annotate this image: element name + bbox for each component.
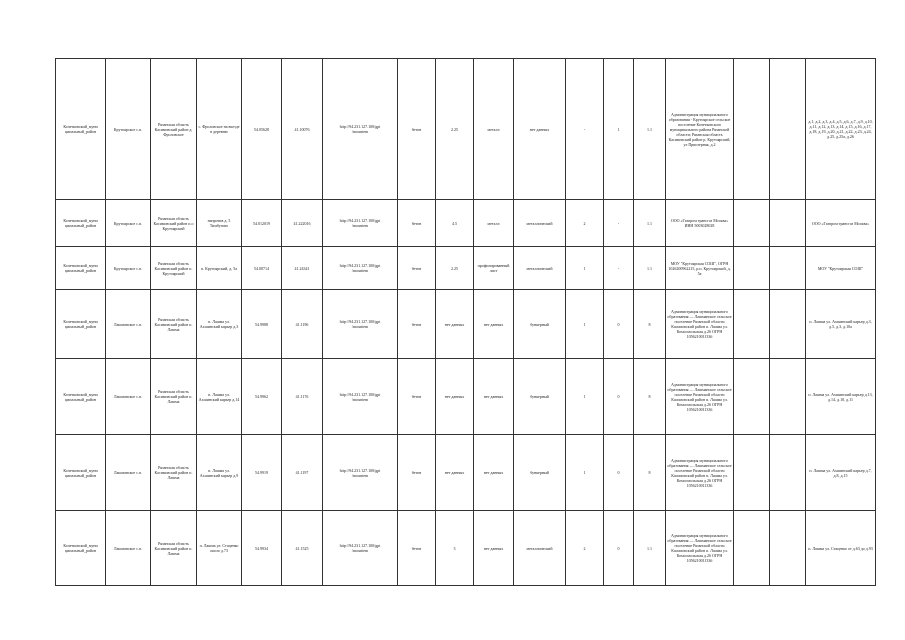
material-cell: металл — [474, 59, 514, 200]
longitude-cell: 41.1525 — [282, 511, 323, 586]
settlement-cell: Крутоярское с.п. — [106, 59, 151, 200]
region-cell: Рязанская область Касимовский район д. Фроловское — [151, 59, 197, 200]
table-row — [56, 200, 876, 247]
bunker-count-cell: 0 — [604, 511, 634, 586]
longitude-cell: 41.10076 — [282, 59, 323, 200]
owner-cell: Администрация муниципального образования - Крутоярское сельское поселение Кочетковского муниципального района Рязанской области; Рязанская область Касимовский район р. Крутоярский, ул Приозерная, д.2 — [666, 59, 734, 200]
table-row — [56, 59, 876, 200]
map-link-cell: http://94.231.127.100/gpt /mountem — [323, 511, 398, 586]
container-count-cell: 1 — [566, 359, 604, 435]
owner-cell: ООО «Газпром трансгаз Москва» ИНН 5003028028 — [666, 200, 734, 247]
map-link-cell: http://94.231.127.100/gpt /mountem — [323, 290, 398, 359]
empty-cell — [770, 247, 806, 290]
latitude-cell: 54.9988 — [242, 290, 282, 359]
bunker-count-cell: - — [604, 200, 634, 247]
sources-cell: п. Лашма ул. Ахшинский карьер д.7, д.8, д.15 — [806, 435, 876, 511]
settlement-cell: Лашманское с.п. — [106, 511, 151, 586]
municipality-cell: Кочетковский_муни ципальный_район — [56, 290, 106, 359]
container-count-cell: 2 — [566, 200, 604, 247]
longitude-cell: 41.1197 — [282, 435, 323, 511]
surface-cell: бетон — [398, 200, 436, 247]
bunker-count-cell: 0 — [604, 290, 634, 359]
region-cell: Рязанская область Касимовский район п. Лашма — [151, 435, 197, 511]
latitude-cell: 54.9962 — [242, 359, 282, 435]
sources-cell: д.1, д.2, д.3, д.4, д.5, д.6, д.7, д.9, д.10, д.11, д.12, д.13, д.14, д.15, д.16, д.17, д.18, д.19, д.20, д.21, д.22, д.23, д.24, д.25, д.25а, д.26 — [806, 59, 876, 200]
area-cell: нет данных — [436, 290, 474, 359]
area-cell: 2.25 — [436, 59, 474, 200]
material-cell: нет данных — [474, 290, 514, 359]
table-row — [56, 247, 876, 290]
fence-cell: металлический — [514, 247, 566, 290]
street-cell: п. Лашма ул. Стаценко около д.73 — [197, 511, 242, 586]
bunker-count-cell: 0 — [604, 435, 634, 511]
municipality-cell: Кочетковский_муни ципальный_район — [56, 59, 106, 200]
bunker-count-cell: 1 — [604, 59, 634, 200]
longitude-cell: 41.1196 — [282, 290, 323, 359]
volume-cell: 8 — [634, 290, 666, 359]
settlement-cell: Лашманское с.п. — [106, 290, 151, 359]
container-count-cell: 1 — [566, 247, 604, 290]
volume-cell: 8 — [634, 435, 666, 511]
table-row — [56, 290, 876, 359]
street-cell: п. Лашма ул. Ахшинский карьер д.3 — [197, 290, 242, 359]
container-count-cell: 1 — [566, 435, 604, 511]
owner-cell: Администрация муниципального образования — Лашманское сельское поселение Рязанской области Касимовский район п. Лашма ул. Комсомольская д.26 ОГРН 1056210011336 — [666, 359, 734, 435]
container-count-cell: - — [566, 59, 604, 200]
surface-cell: бетон — [398, 435, 436, 511]
surface-cell: бетон — [398, 511, 436, 586]
surface-cell: бетон — [398, 59, 436, 200]
empty-cell — [770, 511, 806, 586]
owner-cell: МОУ "Крутоярская СОШ", ОГРН 1026200962215, р.п. Крутоярский, д. 5а — [666, 247, 734, 290]
latitude-cell: 54.05628 — [242, 59, 282, 200]
area-cell: 4.5 — [436, 200, 474, 247]
volume-cell: 1.1 — [634, 247, 666, 290]
region-cell: Рязанская область Касимовский район п. Лашма — [151, 511, 197, 586]
bunker-count-cell: - — [604, 247, 634, 290]
empty-cell — [770, 200, 806, 247]
material-cell: нет данных — [474, 435, 514, 511]
fence-cell: бункерный — [514, 290, 566, 359]
empty-cell — [734, 359, 770, 435]
region-cell: Рязанская область Касимовский район п.о Крутоярский — [151, 200, 197, 247]
fence-cell: металлический — [514, 200, 566, 247]
region-cell: Рязанская область Касимовский район п. Крутоярский — [151, 247, 197, 290]
sources-cell: п. Лашма ул. Ахшинский карьер д.13, д.14, д.10, д.11 — [806, 359, 876, 435]
latitude-cell: 54.9934 — [242, 511, 282, 586]
empty-cell — [770, 359, 806, 435]
empty-cell — [770, 290, 806, 359]
map-link-cell: http://94.231.127.100/gpt /mountem — [323, 59, 398, 200]
volume-cell: 1.1 — [634, 511, 666, 586]
fence-cell: бункерный — [514, 435, 566, 511]
municipality-cell: Кочетковский_муни ципальный_район — [56, 511, 106, 586]
empty-cell — [770, 59, 806, 200]
material-cell: профилированный лист — [474, 247, 514, 290]
region-cell: Рязанская область Касимовский район п. Лашма — [151, 359, 197, 435]
area-cell: нет данных — [436, 435, 474, 511]
sources-cell: ООО «Газпром трансгаз Москва» — [806, 200, 876, 247]
municipality-cell: Кочетковский_муни ципальный_район — [56, 435, 106, 511]
latitude-cell: 54.9919 — [242, 435, 282, 511]
material-cell: нет данных — [474, 359, 514, 435]
empty-cell — [734, 435, 770, 511]
sources-cell: МОУ "Крутоярская СОШ" — [806, 247, 876, 290]
region-cell: Рязанская область Касимовский район п. Лашма — [151, 290, 197, 359]
latitude-cell: 54.00714 — [242, 247, 282, 290]
volume-cell: 1.1 — [634, 200, 666, 247]
street-cell: п. Крутоярский, д. 5а — [197, 247, 242, 290]
table-row — [56, 435, 876, 511]
fence-cell: металлический — [514, 511, 566, 586]
map-link-cell: http://94.231.127.100/gpt /mountem — [323, 247, 398, 290]
fence-cell: бункерный — [514, 359, 566, 435]
material-cell: нет данных — [474, 511, 514, 586]
map-link-cell: http://94.231.127.100/gpt /mountem — [323, 359, 398, 435]
street-cell: п. Лашма ул. Ахшинский карьер д.9 — [197, 435, 242, 511]
volume-cell: 8 — [634, 359, 666, 435]
container-count-cell: 2 — [566, 511, 604, 586]
sources-cell: п. Лашма ул. Ахшинский карьер д.3, д.5, д.3, д.10а — [806, 290, 876, 359]
street-cell: п. Лашма ул. Ахшинский карьер д.14 — [197, 359, 242, 435]
longitude-cell: 41.1176 — [282, 359, 323, 435]
area-cell: 2.25 — [436, 247, 474, 290]
surface-cell: бетон — [398, 247, 436, 290]
fence-cell: нет данных — [514, 59, 566, 200]
latitude-cell: 54.012019 — [242, 200, 282, 247]
settlement-cell: Лашманское с.п. — [106, 435, 151, 511]
empty-cell — [734, 200, 770, 247]
registry-table — [55, 58, 876, 586]
owner-cell: Администрация муниципального образования — Лашманское сельское поселение Рязанской области Касимовский район п. Лашма ул. Комсомольская д.26 ОГРН 1056210011336 — [666, 435, 734, 511]
settlement-cell: Крутоярское с.п. — [106, 200, 151, 247]
sources-cell: п. Лашма ул. Стаценко от д.63 до д.93 — [806, 511, 876, 586]
empty-cell — [734, 59, 770, 200]
bunker-count-cell: 0 — [604, 359, 634, 435]
owner-cell: Администрация муниципального образования — Лашманское сельское поселение Рязанской области Касимовский район п. Лашма ул. Комсомольская д.26 ОГРН 1056210011336 — [666, 511, 734, 586]
empty-cell — [734, 247, 770, 290]
map-link-cell: http://94.231.127.100/gpt /mountem — [323, 435, 398, 511]
municipality-cell: Кочетковский_муни ципальный_район — [56, 247, 106, 290]
street-cell: напротив д. 5 Тимбузово — [197, 200, 242, 247]
longitude-cell: 41.24341 — [282, 247, 323, 290]
table-row — [56, 511, 876, 586]
volume-cell: 1.1 — [634, 59, 666, 200]
table-row — [56, 359, 876, 435]
area-cell: 3 — [436, 511, 474, 586]
settlement-cell: Лашманское с.п. — [106, 359, 151, 435]
longitude-cell: 41.222016 — [282, 200, 323, 247]
area-cell: нет данных — [436, 359, 474, 435]
owner-cell: Администрация муниципального образования — Лашманское сельское поселение Рязанской области Касимовский район п. Лашма ул. Комсомольская д.26 ОГРН 1056210011336 — [666, 290, 734, 359]
municipality-cell: Кочетковский_муни ципальный_район — [56, 359, 106, 435]
settlement-cell: Крутоярское с.п. — [106, 247, 151, 290]
empty-cell — [770, 435, 806, 511]
surface-cell: бетон — [398, 359, 436, 435]
street-cell: с. Фроловское на въезде в деревню — [197, 59, 242, 200]
empty-cell — [734, 290, 770, 359]
material-cell: металл — [474, 200, 514, 247]
empty-cell — [734, 511, 770, 586]
container-count-cell: 1 — [566, 290, 604, 359]
map-link-cell: http://94.231.127.100/gpt /mountem — [323, 200, 398, 247]
surface-cell: бетон — [398, 290, 436, 359]
municipality-cell: Кочетковский_муни ципальный_район — [56, 200, 106, 247]
